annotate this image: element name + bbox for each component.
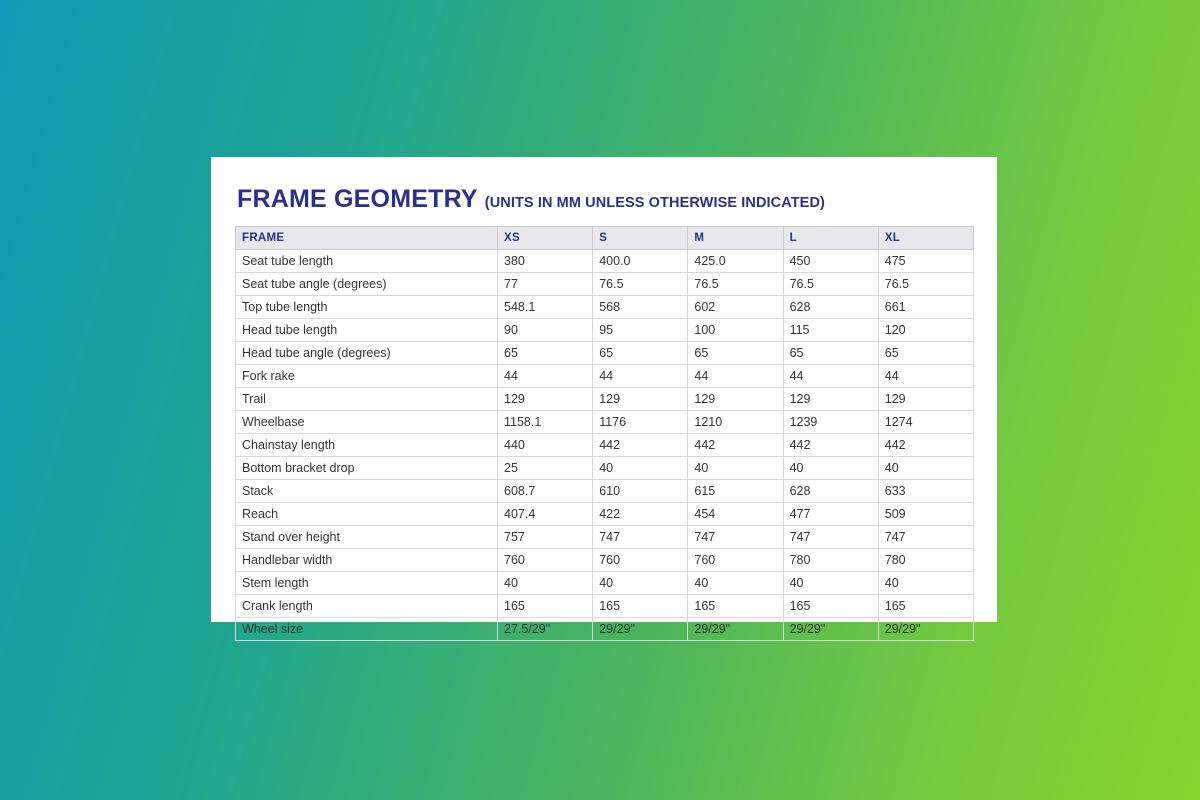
cell-xl: 40 [878, 457, 973, 480]
table-body [236, 250, 974, 641]
cell-s: 29/29" [593, 618, 688, 641]
cell-xs: 27.5/29" [498, 618, 593, 641]
cell-l: 44 [783, 365, 878, 388]
table-row [236, 457, 974, 480]
cell-s: 760 [593, 549, 688, 572]
cell-m: 615 [688, 480, 783, 503]
cell-m: 1210 [688, 411, 783, 434]
table-row [236, 572, 974, 595]
table-row [236, 595, 974, 618]
column-header-s: S [593, 227, 688, 250]
cell-s: 747 [593, 526, 688, 549]
row-label: Wheel size [236, 618, 498, 641]
cell-l: 628 [783, 296, 878, 319]
cell-m: 165 [688, 595, 783, 618]
row-label: Trail [236, 388, 498, 411]
table-row [236, 319, 974, 342]
table-row [236, 342, 974, 365]
title-subtitle: (UNITS IN MM UNLESS OTHERWISE INDICATED) [484, 195, 825, 211]
row-label: Fork rake [236, 365, 498, 388]
cell-m: 40 [688, 572, 783, 595]
frame-geometry-table [235, 226, 974, 641]
cell-s: 165 [593, 595, 688, 618]
table-row [236, 503, 974, 526]
table-row [236, 296, 974, 319]
table-header-row [236, 227, 974, 250]
cell-l: 628 [783, 480, 878, 503]
cell-s: 442 [593, 434, 688, 457]
cell-xl: 509 [878, 503, 973, 526]
cell-xl: 120 [878, 319, 973, 342]
cell-l: 747 [783, 526, 878, 549]
cell-xl: 44 [878, 365, 973, 388]
cell-s: 76.5 [593, 273, 688, 296]
cell-s: 400.0 [593, 250, 688, 273]
cell-s: 1176 [593, 411, 688, 434]
cell-xs: 407.4 [498, 503, 593, 526]
cell-l: 129 [783, 388, 878, 411]
column-header-l: L [783, 227, 878, 250]
cell-xs: 760 [498, 549, 593, 572]
cell-xs: 77 [498, 273, 593, 296]
cell-l: 40 [783, 457, 878, 480]
table-row [236, 480, 974, 503]
cell-m: 602 [688, 296, 783, 319]
cell-s: 129 [593, 388, 688, 411]
cell-m: 40 [688, 457, 783, 480]
cell-xl: 165 [878, 595, 973, 618]
table-header [236, 227, 974, 250]
cell-m: 100 [688, 319, 783, 342]
cell-xl: 442 [878, 434, 973, 457]
row-label: Stand over height [236, 526, 498, 549]
cell-m: 760 [688, 549, 783, 572]
cell-xs: 40 [498, 572, 593, 595]
cell-l: 76.5 [783, 273, 878, 296]
cell-m: 129 [688, 388, 783, 411]
table-row [236, 618, 974, 641]
row-label: Head tube angle (degrees) [236, 342, 498, 365]
cell-xs: 44 [498, 365, 593, 388]
cell-xs: 757 [498, 526, 593, 549]
row-label: Handlebar width [236, 549, 498, 572]
cell-m: 76.5 [688, 273, 783, 296]
cell-xs: 548.1 [498, 296, 593, 319]
column-header-xs: XS [498, 227, 593, 250]
cell-xl: 129 [878, 388, 973, 411]
table-row [236, 434, 974, 457]
cell-xl: 633 [878, 480, 973, 503]
column-header-m: M [688, 227, 783, 250]
cell-xl: 40 [878, 572, 973, 595]
cell-m: 44 [688, 365, 783, 388]
table-row [236, 526, 974, 549]
column-header-xl: XL [878, 227, 973, 250]
cell-l: 477 [783, 503, 878, 526]
cell-l: 450 [783, 250, 878, 273]
row-label: Seat tube length [236, 250, 498, 273]
row-label: Stack [236, 480, 498, 503]
table-row [236, 250, 974, 273]
cell-s: 422 [593, 503, 688, 526]
table-row [236, 549, 974, 572]
cell-xl: 475 [878, 250, 973, 273]
page-title [237, 185, 973, 214]
cell-xl: 76.5 [878, 273, 973, 296]
cell-s: 40 [593, 572, 688, 595]
cell-l: 65 [783, 342, 878, 365]
cell-xs: 65 [498, 342, 593, 365]
cell-l: 442 [783, 434, 878, 457]
cell-m: 29/29" [688, 618, 783, 641]
cell-s: 610 [593, 480, 688, 503]
cell-m: 747 [688, 526, 783, 549]
row-label: Top tube length [236, 296, 498, 319]
cell-xs: 129 [498, 388, 593, 411]
table-row [236, 411, 974, 434]
cell-xl: 29/29" [878, 618, 973, 641]
table-row [236, 388, 974, 411]
cell-xs: 165 [498, 595, 593, 618]
row-label: Crank length [236, 595, 498, 618]
cell-xl: 65 [878, 342, 973, 365]
row-label: Reach [236, 503, 498, 526]
column-header-frame: FRAME [236, 227, 498, 250]
cell-xs: 25 [498, 457, 593, 480]
row-label: Head tube length [236, 319, 498, 342]
cell-xs: 1158.1 [498, 411, 593, 434]
row-label: Stem length [236, 572, 498, 595]
title-main: FRAME GEOMETRY [237, 185, 478, 213]
cell-l: 165 [783, 595, 878, 618]
cell-s: 40 [593, 457, 688, 480]
cell-xl: 661 [878, 296, 973, 319]
frame-geometry-card [211, 157, 997, 636]
cell-l: 1239 [783, 411, 878, 434]
cell-l: 29/29" [783, 618, 878, 641]
cell-s: 568 [593, 296, 688, 319]
cell-xl: 1274 [878, 411, 973, 434]
cell-l: 780 [783, 549, 878, 572]
cell-xs: 90 [498, 319, 593, 342]
cell-l: 115 [783, 319, 878, 342]
table-row [236, 273, 974, 296]
cell-xl: 747 [878, 526, 973, 549]
cell-s: 95 [593, 319, 688, 342]
row-label: Wheelbase [236, 411, 498, 434]
row-label: Bottom bracket drop [236, 457, 498, 480]
row-label: Chainstay length [236, 434, 498, 457]
cell-m: 442 [688, 434, 783, 457]
cell-s: 44 [593, 365, 688, 388]
cell-s: 65 [593, 342, 688, 365]
cell-m: 425.0 [688, 250, 783, 273]
cell-xs: 440 [498, 434, 593, 457]
cell-m: 454 [688, 503, 783, 526]
row-label: Seat tube angle (degrees) [236, 273, 498, 296]
cell-xs: 608.7 [498, 480, 593, 503]
cell-l: 40 [783, 572, 878, 595]
table-row [236, 365, 974, 388]
cell-xl: 780 [878, 549, 973, 572]
cell-m: 65 [688, 342, 783, 365]
cell-xs: 380 [498, 250, 593, 273]
